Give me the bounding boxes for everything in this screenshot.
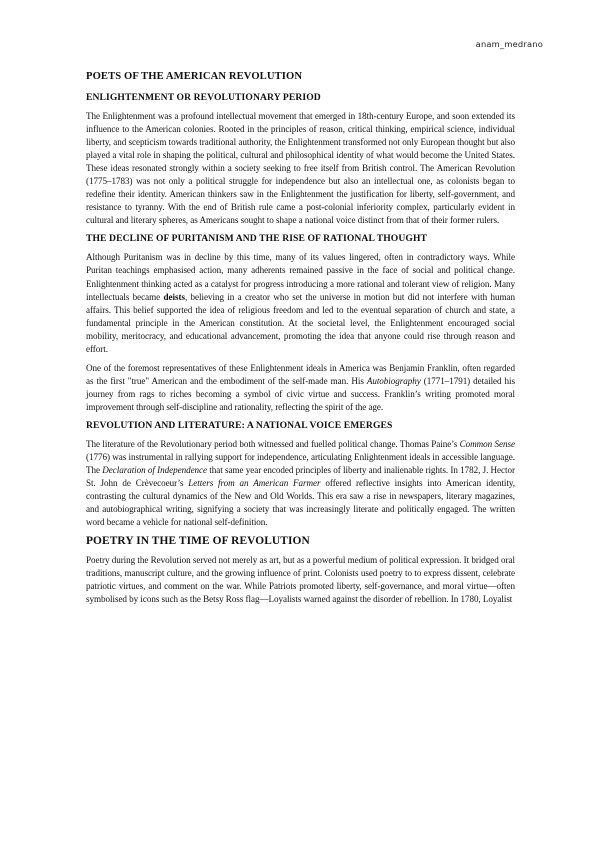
section-heading-poetry: POETRY IN THE TIME OF REVOLUTION	[86, 535, 310, 548]
header-username: anam_medrano	[475, 39, 543, 49]
section-heading-enlightenment: ENLIGHTENMENT OR REVOLUTIONARY PERIOD	[86, 92, 321, 103]
text-run: , believing in a creator who set the universe in motion but did not interfere with human affairs. This belief supported the idea of religious freedom and led to the eventual separation of church and state, a fundamental principle in the American constitution. At the societal level, the Enlightenment encouraged social mobility, meritocracy, and educational advancement, promoting the idea that anyone could rise through reason and effort.	[86, 291, 515, 354]
text-run: Although Puritanism was in decline by this time, many of its values lingered, often in contradictory ways. While Puritan teachings emphasised action, many adherents remained passive in the face of social and political change. Enlightenment thinking acted as a catalyst for progress introducing a more rational and tolerant view of religion. Many intellectuals became	[86, 252, 515, 302]
italic-title-declaration: Declaration of Independence	[102, 465, 208, 476]
text-run: offered reflective insights into American identity, contrasting the cultural dynamics of the New and Old Worlds. This era saw a rise in newspapers, literary magazines, and autobiographical writing, signifying a society that was increasingly literate and politically engaged. The written word became a vehicle for national self-definition.	[86, 478, 516, 528]
text-run: that same year encoded principles of liberty and inalienable rights. In 1782, J. Hector St. John de Crèvecoeur’s	[86, 465, 515, 489]
paragraph-puritanism	[86, 251, 515, 355]
italic-title-common-sense: Common Sense	[459, 438, 515, 449]
document-title: POETS OF THE AMERICAN REVOLUTION	[86, 71, 303, 82]
italic-title-autobiography: Autobiography	[366, 375, 421, 386]
section-heading-revolution-literature: REVOLUTION AND LITERATURE: A NATIONAL VOICE EMERGES	[86, 419, 393, 431]
paragraph-franklin	[86, 362, 515, 414]
paragraph-enlightenment: The Enlightenment was a profound intellectual movement that emerged in 18th-century Europe, and soon extended its influence to the American colonies. Rooted in the principles of reason, critical thinking, empirical science, individual liberty, and scepticism towards traditional authority, the Enlightenment transformed not only European thought but also played a vital role in shaping the political, cultural and philosophical identity of what would become the United States. These ideas resonated strongly within a society seeking to free itself from British control. The American Revolution (1775–1783) was not only a political struggle for independence but also an intellectual one, as colonists began to redefine their identity. American thinkers saw in the Enlightenment the justification for liberty, self-government, and resistance to tyranny. With the end of British rule came a post-colonial inferiority complex, particularly evident in cultural and literary spheres, as Americans sought to shape a national voice distinct from that of their former rulers.	[86, 111, 515, 226]
text-run: One of the foremost representatives of these Enlightenment ideals in America was Benjamin Franklin, often regarded as the first "true" American and the embodiment of the self-made man. His	[86, 362, 515, 386]
section-heading-puritanism: THE DECLINE OF PURITANISM AND THE RISE OF RATIONAL THOUGHT	[86, 233, 428, 245]
paragraph-poetry: Poetry during the Revolution served not merely as art, but as a powerful medium of political expression. It bridged oral traditions, manuscript culture, and the growing influence of print. Colonists used poetry to to express dissent, celebrate patriotic virtues, and comment on the war. While Patriots promoted liberty, self-governance, and moral virtue—often symbolised by icons such as the Betsy Ross flag—Loyalists warned against the disorder of rebellion. In 1780, Loyalist	[86, 555, 515, 605]
paragraph-revolution-literature	[86, 438, 515, 529]
text-run: (1776) was instrumental in rallying support for independence, articulating Enlightenment ideals in accessible language. The	[86, 452, 515, 476]
document-body	[86, 71, 515, 613]
italic-title-letters: Letters from an American Farmer	[188, 478, 321, 489]
bold-term-deists: deists	[163, 291, 185, 302]
text-run: The literature of the Revolutionary period both witnessed and fuelled political change. Thomas Paine’s	[86, 438, 460, 449]
text-run: (1771–1791) detailed his journey from rags to riches becoming a symbol of civic virtue and success. Franklin’s writing promoted moral improvement through self-discipline and rationality, reflecting the spirit of the age.	[86, 375, 515, 412]
